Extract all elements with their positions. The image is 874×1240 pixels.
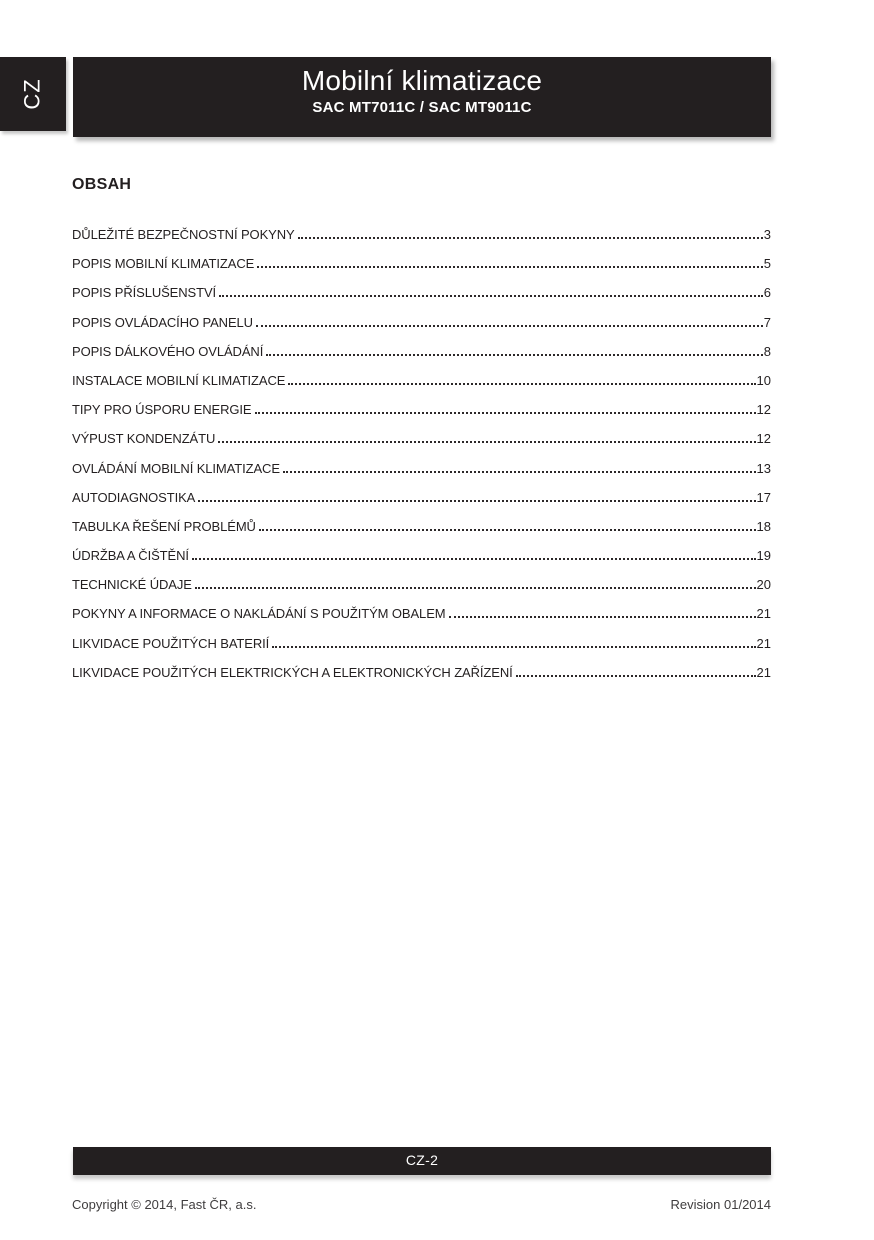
- toc-entry-label: AUTODIAGNOSTIKA: [72, 489, 196, 505]
- toc-entry: [72, 490, 771, 519]
- revision-text: Revision 01/2014: [670, 1197, 771, 1212]
- toc-entry-label: POPIS DÁLKOVÉHO OVLÁDÁNÍ: [72, 343, 264, 359]
- toc-entry: [72, 344, 771, 373]
- toc-entry: [72, 606, 771, 635]
- toc-leader-dots: [288, 383, 755, 385]
- page-number-label: CZ-2: [405, 1152, 439, 1168]
- toc-entry: [72, 402, 771, 431]
- toc-entry-page: 7: [763, 314, 771, 330]
- toc-entry-label: VÝPUST KONDENZÁTU: [72, 431, 216, 447]
- toc-entry-page: 19: [756, 548, 771, 564]
- toc-entry-page: 6: [763, 285, 771, 301]
- toc-leader-dots: [218, 441, 755, 443]
- toc-entry-label: TECHNICKÉ ÚDAJE: [72, 577, 192, 593]
- toc-entry-page: 3: [763, 227, 771, 242]
- toc-leader-dots: [259, 529, 756, 531]
- document-subtitle: SAC MT7011C / SAC MT9011C: [312, 99, 532, 116]
- toc-entry: [72, 285, 771, 314]
- toc-entry-label: POKYNY A INFORMACE O NAKLÁDÁNÍ S POUŽITÝM OBALEM: [72, 606, 446, 622]
- toc-heading: OBSAH: [72, 176, 132, 193]
- toc-entry: [72, 548, 771, 577]
- toc-leader-dots: [272, 646, 755, 648]
- toc-entry: [72, 636, 771, 665]
- toc-entry-page: 21: [756, 664, 771, 680]
- toc-leader-dots: [266, 354, 763, 356]
- toc-entry-page: 12: [756, 402, 771, 418]
- toc-entry-label: DŮLEŽITÉ BEZPEČNOSTNÍ POKYNY: [72, 227, 295, 242]
- toc-entry-page: 13: [756, 460, 771, 476]
- toc-leader-dots: [283, 471, 756, 473]
- toc-leader-dots: [219, 295, 763, 297]
- toc-entry-page: 17: [756, 489, 771, 505]
- document-title: Mobilní klimatizace: [301, 65, 543, 96]
- toc-entry: [72, 315, 771, 344]
- toc-entry: [72, 665, 771, 694]
- toc-entry-page: 21: [756, 635, 771, 651]
- toc-entry: [72, 373, 771, 402]
- toc-entry-label: TABULKA ŘEŠENÍ PROBLÉMŮ: [72, 518, 256, 534]
- toc-list: [72, 227, 771, 694]
- toc-entry-page: 18: [756, 518, 771, 534]
- toc-entry-label: OVLÁDÁNÍ MOBILNÍ KLIMATIZACE: [72, 460, 280, 476]
- toc-entry-label: TIPY PRO ÚSPORU ENERGIE: [72, 402, 252, 418]
- toc-entry-label: INSTALACE MOBILNÍ KLIMATIZACE: [72, 372, 286, 388]
- copyright-text: Copyright © 2014, Fast ČR, a.s.: [72, 1197, 257, 1212]
- toc-entry: [72, 519, 771, 548]
- header-bar: [73, 57, 771, 137]
- toc-entry-page: 10: [756, 372, 771, 388]
- footer: [72, 1197, 771, 1212]
- toc-entry-page: 20: [756, 577, 771, 593]
- toc-leader-dots: [192, 558, 756, 560]
- toc-leader-dots: [255, 412, 756, 414]
- toc-entry-page: 5: [763, 256, 771, 272]
- toc-leader-dots: [449, 616, 756, 618]
- toc-leader-dots: [257, 266, 763, 268]
- toc-entry: [72, 227, 771, 256]
- toc-entry: [72, 431, 771, 460]
- language-tab: [0, 57, 66, 131]
- page-number-bar: [73, 1147, 771, 1175]
- toc-entry-page: 12: [756, 431, 771, 447]
- toc-entry-page: 21: [756, 606, 771, 622]
- toc-entry: [72, 577, 771, 606]
- toc-section: [72, 176, 771, 694]
- toc-entry-label: LIKVIDACE POUŽITÝCH ELEKTRICKÝCH A ELEKTRONICKÝCH ZAŘÍZENÍ: [72, 664, 513, 680]
- toc-leader-dots: [298, 237, 763, 239]
- toc-entry: [72, 256, 771, 285]
- toc-entry: [72, 461, 771, 490]
- toc-entry-label: LIKVIDACE POUŽITÝCH BATERIÍ: [72, 635, 270, 651]
- toc-entry-label: ÚDRŽBA A ČIŠTĚNÍ: [72, 548, 189, 564]
- toc-leader-dots: [516, 675, 756, 677]
- toc-entry-label: POPIS OVLÁDACÍHO PANELU: [72, 314, 253, 330]
- toc-entry-page: 8: [763, 343, 771, 359]
- language-tab-label: CZ: [19, 78, 45, 110]
- toc-leader-dots: [195, 587, 756, 589]
- toc-leader-dots: [256, 325, 763, 327]
- toc-entry-label: POPIS MOBILNÍ KLIMATIZACE: [72, 256, 255, 272]
- toc-leader-dots: [198, 500, 755, 502]
- toc-entry-label: POPIS PŘÍSLUŠENSTVÍ: [72, 285, 217, 301]
